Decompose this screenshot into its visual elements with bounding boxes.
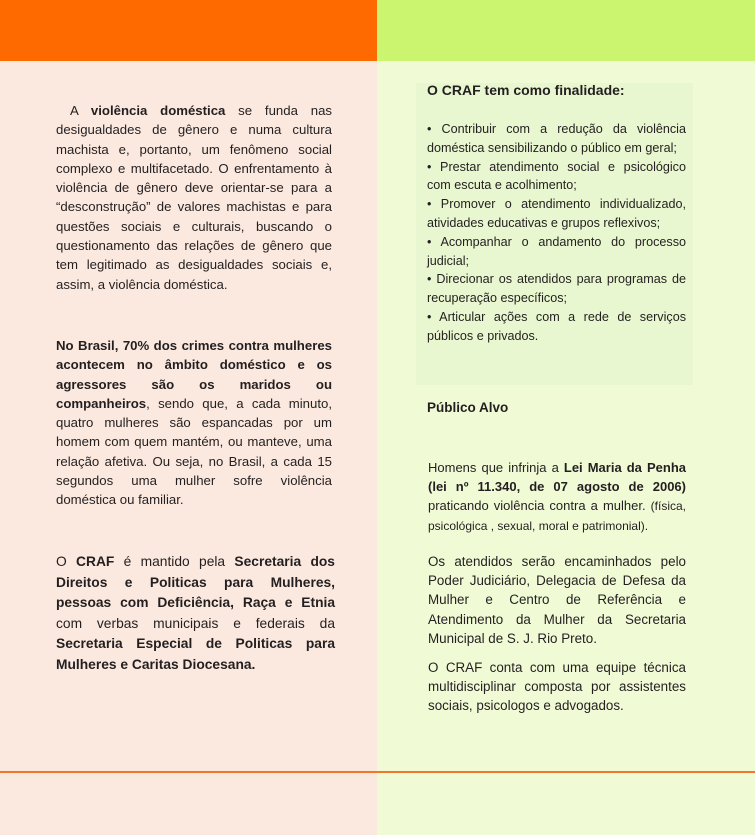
team-paragraph: O CRAF conta com uma equipe técnica multidisciplinar composta por assistentes sociais, psicologos e advogados. (428, 660, 686, 714)
goal-item: • Articular ações com a rede de serviços públicos e privados. (427, 309, 686, 343)
funding-paragraph: O CRAF é mantido pela Secretaria dos Direitos e Politicas para Mulheres, pessoas com Deficiência, Raça e Etnia com verbas municipais e federais da Secretaria Especial de Politicas para Mulheres e Caritas Diocesana. (56, 554, 335, 672)
target-audience-title: Público Alvo (427, 400, 509, 415)
goal-item: • Prestar atendimento social e psicológico com escuta e acolhimento; (427, 159, 686, 193)
intro-paragraph: A violência doméstica se funda nas desigualdades de gênero e numa cultura machista e, portanto, um fenômeno social complexo e multifacetado. O enfrentamento à violência de gênero deve orientar-se para a “desconstrução” de valores machistas e para questões sociais e culturais, buscando o questionamento das relações de gênero que tem legitimado as desigualdades sociais e, assim, a violência doméstica. (56, 103, 332, 292)
right-header-band (377, 0, 755, 61)
left-header-band (0, 0, 377, 61)
goal-item: • Direcionar os atendidos para programas de recuperação específicos; (427, 272, 686, 306)
referral-paragraph: Os atendidos serão encaminhados pelo Poder Judiciário, Delegacia de Defesa da Mulher e Centro de Referência e Atendimento da Mulher da Secretaria Municipal de S. J. Rio Preto. (428, 554, 686, 646)
goal-item: • Acompanhar o andamento do processo judicial; (427, 234, 686, 268)
goals-list (427, 120, 686, 346)
target-audience-paragraph: Homens que infrinja a Lei Maria da Penha (lei nº 11.340, de 07 agosto de 2006) praticando violência contra a mulher. (física, psicológica , sexual, moral e patrimonial). (428, 460, 686, 533)
footer-divider (0, 771, 755, 773)
goal-item: • Promover o atendimento individualizado, atividades educativas e grupos reflexivos; (427, 197, 686, 230)
statistics-paragraph: No Brasil, 70% dos crimes contra mulheres acontecem no âmbito doméstico e os agressores são os maridos ou companheiros, sendo que, a cada minuto, quatro mulheres são espancadas por um homem com quem mantém, ou manteve, uma relação afetiva. Ou seja, no Brasil, a cada 15 segundos uma mulher sofre violência doméstica ou familiar. (56, 338, 332, 508)
goals-title: O CRAF tem como finalidade: (427, 82, 625, 98)
goal-item: • Contribuir com a redução da violência doméstica sensibilizando o público em geral; (427, 122, 686, 155)
